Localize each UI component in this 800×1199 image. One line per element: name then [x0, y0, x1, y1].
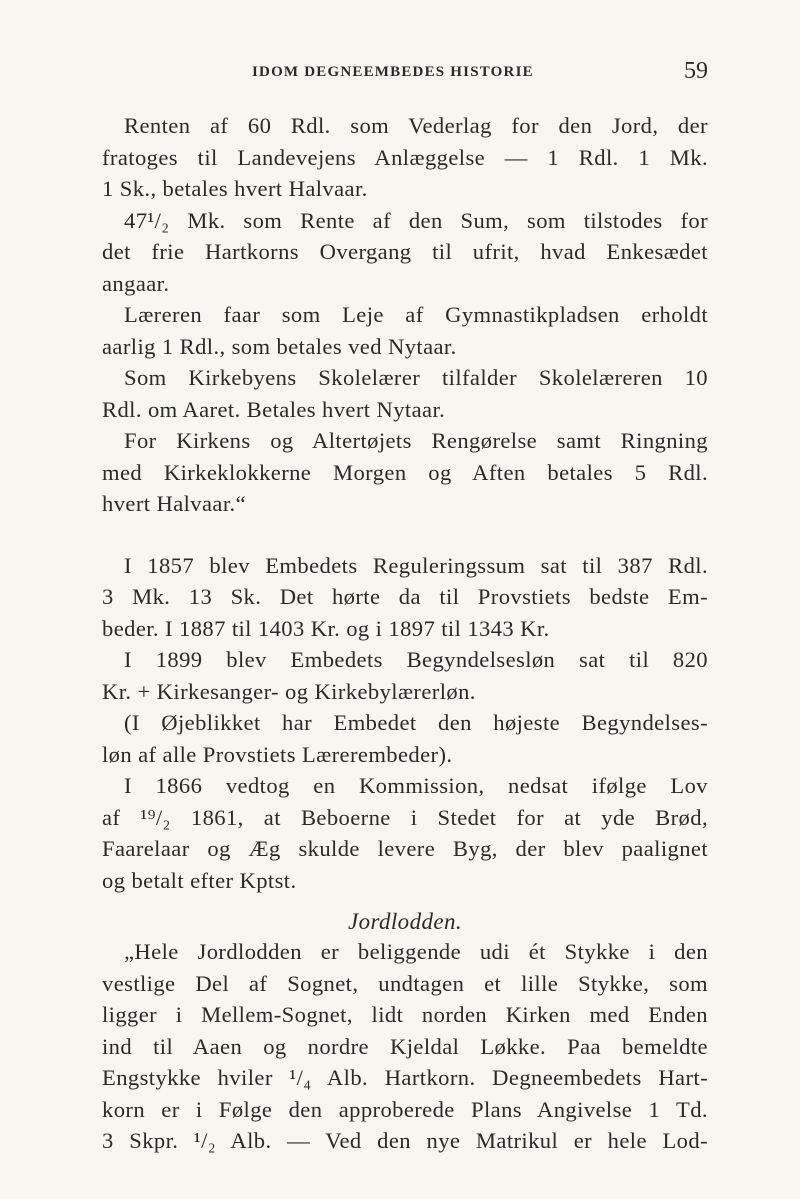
text-line: af ¹⁹/₂ 1861, at Beboerne i Stedet for at yde Brød, [102, 804, 708, 830]
text-line: 3 Mk. 13 Sk. Det hørte da til Provstiets bedste Em- [102, 584, 708, 609]
text-line: 47¹/₂ Mk. som Rente af den Sum, som tilstodes for [124, 207, 708, 233]
text-line: For Kirkens og Altertøjets Rengørelse samt Ringning [124, 428, 708, 453]
paragraph-block-salary-history [102, 550, 708, 897]
text-line: Rdl. om Aaret. Betales hvert Nytaar. [102, 396, 446, 422]
text-line: 1 Sk., betales hvert Halvaar. [102, 176, 368, 201]
text-line: beder. I 1887 til 1403 Kr. og i 1897 til 1343 Kr. [102, 615, 550, 641]
page-header [100, 58, 708, 92]
text-line: Læreren faar som Leje af Gymnastikpladsen erholdt [124, 302, 708, 327]
text-line: med Kirkeklokkerne Morgen og Aften betales 5 Rdl. [102, 459, 708, 485]
text-line: hvert Halvaar.“ [102, 491, 247, 516]
paragraph-block-payments [102, 110, 708, 520]
paragraph-block-jordlodden [102, 936, 708, 1157]
text-line: Renten af 60 Rdl. som Vederlag for den Jord, der [124, 113, 708, 138]
running-title: IDOM DEGNEEMBEDES HISTORIE [252, 64, 534, 80]
paragraph-gap [102, 520, 708, 550]
text-line: det frie Hartkorns Overgang til ufrit, hvad Enkesædet [102, 239, 708, 264]
text-line: Faarelaar og Æg skulde levere Byg, der blev paalignet [102, 836, 708, 861]
text-line: løn af alle Provstiets Lærerembeder). [102, 741, 453, 767]
text-line: ligger i Mellem-Sognet, lidt norden Kirken med Enden [102, 1002, 708, 1027]
text-line: vestlige Del af Sognet, undtagen et lille Stykke, som [102, 970, 708, 996]
text-line: I 1866 vedtog en Kommission, nedsat ifølge Lov [124, 773, 708, 798]
text-line: Som Kirkebyens Skolelærer tilfalder Skolelæreren 10 [124, 365, 708, 390]
page-number: 59 [684, 58, 708, 84]
text-line: „Hele Jordlodden er beliggende udi ét Stykke i den [124, 939, 708, 964]
text-line: I 1899 blev Embedets Begyndelsesløn sat til 820 [124, 647, 708, 672]
text-line: korn er i Følge den approberede Plans Angivelse 1 Td. [102, 1096, 708, 1122]
section-heading: Jordlodden. [347, 909, 463, 934]
text-line: 3 Skpr. ¹/₂ Alb. — Ved den nye Matrikul er hele Lod- [102, 1128, 708, 1153]
text-line: angaar. [102, 270, 170, 296]
text-line: og betalt efter Kptst. [102, 867, 297, 893]
text-line: Kr. + Kirkesanger- og Kirkebylærerløn. [102, 678, 476, 704]
text-line: aarlig 1 Rdl., som betales ved Nytaar. [102, 333, 457, 359]
text-line: Engstykke hviler ¹/₄ Alb. Hartkorn. Degneembedets Hart- [102, 1065, 708, 1090]
text-line: I 1857 blev Embedets Reguleringssum sat til 387 Rdl. [124, 552, 708, 578]
text-line: ind til Aaen og nordre Kjeldal Løkke. Paa bemeldte [102, 1033, 708, 1059]
text-line: fratoges til Landevejens Anlæggelse — 1 Rdl. 1 Mk. [102, 144, 708, 170]
body-text [102, 110, 708, 1157]
text-line: (I Øjeblikket har Embedet den højeste Begyndelses- [124, 710, 708, 735]
